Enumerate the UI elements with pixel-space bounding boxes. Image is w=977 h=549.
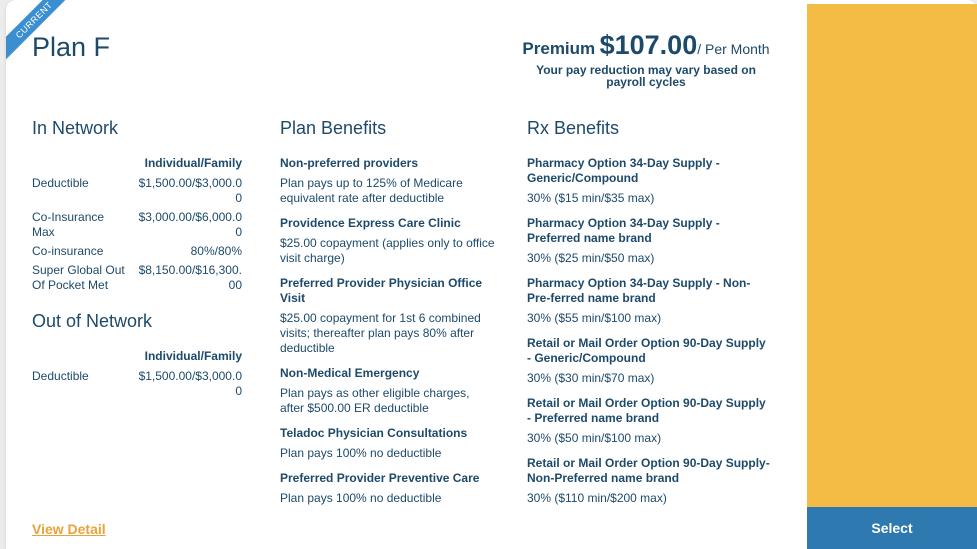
benefit-item [280,216,495,266]
premium-amount: $107.00 [599,30,698,60]
rx-title: Pharmacy Option 34-Day Supply - Preferred name brand [527,216,720,245]
in-network-header: Individual/Family [144,156,242,170]
view-detail-link[interactable]: View Detail [32,521,106,537]
network-column [32,118,242,403]
plan-title: Plan F [32,32,111,62]
premium-period: / Per Month [697,41,770,57]
out-of-network-title: Out of Network [32,311,153,331]
row-value: $3,000.00/$6,000.00 [138,210,242,239]
in-network-row [32,176,242,206]
rx-title: Retail or Mail Order Option 90-Day Supply - Generic/Compound [527,336,766,365]
in-network-row [32,244,242,259]
benefit-title: Non-preferred providers [280,156,419,170]
benefit-value: Plan pays up to 125% of Medicare equivalent rate after deductible [280,176,463,205]
rx-benefits-column [527,118,772,516]
row-value: 80%/80% [190,244,242,258]
premium-block [486,30,806,88]
out-of-network-row [32,369,242,399]
premium-label: Premium [522,39,596,58]
row-label: Deductible [32,176,89,190]
benefit-item [280,471,495,506]
premium-note: Your pay reduction may vary based on payroll cycles [536,63,756,89]
benefit-value: Plan pays 100% no deductible [280,446,442,460]
in-network-row [32,210,242,240]
rx-benefits-title: Rx Benefits [527,118,620,138]
row-value: $8,150.00/$16,300.00 [138,263,242,292]
benefit-title: Preferred Provider Preventive Care [280,471,480,485]
rx-title: Pharmacy Option 34-Day Supply - Generic/Compound [527,156,720,185]
select-button[interactable]: Select [807,507,977,549]
plan-benefits-column [280,118,495,516]
current-badge: CURRENT [6,0,75,61]
row-label: Deductible [32,369,89,383]
row-label: Co-Insurance Max [32,210,105,239]
rx-value: 30% ($15 min/$35 max) [527,191,655,205]
rx-item [527,456,772,506]
benefit-item [280,276,495,356]
row-label: Super Global Out Of Pocket Met [32,263,125,292]
benefit-value: Plan pays as other eligible charges, after $500.00 ER deductible [280,386,470,415]
rx-value: 30% ($50 min/$100 max) [527,431,662,445]
benefit-item [280,426,495,461]
rx-item [527,276,772,326]
benefit-title: Non-Medical Emergency [280,366,420,380]
rx-item [527,216,772,266]
rx-title: Retail or Mail Order Option 90-Day Supply- Non-Preferred name brand [527,456,770,485]
rx-value: 30% ($110 min/$200 max) [527,491,667,505]
rx-value: 30% ($25 min/$50 max) [527,251,655,265]
out-of-network-header: Individual/Family [144,349,242,363]
rx-title: Pharmacy Option 34-Day Supply - Non-Pre-ferred name brand [527,276,751,305]
row-label: Co-insurance [32,244,104,258]
row-value: $1,500.00/$3,000.00 [138,176,242,205]
benefit-value: $25.00 copayment for 1st 6 combined visits; thereafter plan pays 80% after deductible [280,311,481,355]
benefit-item [280,366,495,416]
rx-value: 30% ($30 min/$70 max) [527,371,655,385]
rx-title: Retail or Mail Order Option 90-Day Supply - Preferred name brand [527,396,766,425]
in-network-row [32,263,242,293]
rx-item [527,156,772,206]
benefit-value: $25.00 copayment (applies only to office visit charge) [280,236,495,265]
rx-value: 30% ($55 min/$100 max) [527,311,662,325]
benefit-title: Teladoc Physician Consultations [280,426,468,440]
benefit-title: Preferred Provider Physician Office Visit [280,276,483,305]
benefit-value: Plan pays 100% no deductible [280,491,442,505]
rx-item [527,336,772,386]
rx-item [527,396,772,446]
benefit-title: Providence Express Care Clinic [280,216,461,230]
selection-panel [807,4,977,549]
benefit-item [280,156,495,206]
row-value: $1,500.00/$3,000.00 [138,369,242,398]
in-network-title: In Network [32,118,119,138]
plan-benefits-title: Plan Benefits [280,118,387,138]
